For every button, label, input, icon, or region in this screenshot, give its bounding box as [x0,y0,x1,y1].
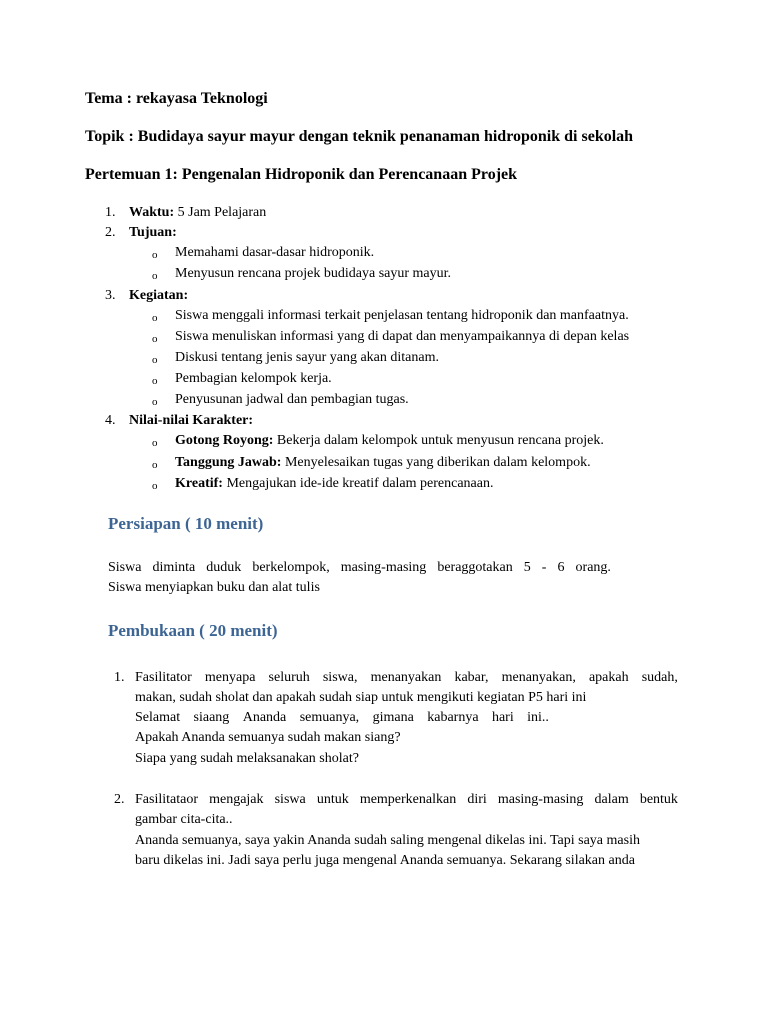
word: semuanya, [299,710,360,725]
word: menanyakan [370,670,442,685]
list-number: 1. [105,205,116,220]
subitem-label: Gotong Royong: [175,433,274,448]
pembukaan-p2-line-1 [135,792,678,808]
word: siswa [274,792,306,807]
persiapan-line-2: Siswa menyiapkan buku dan alat tulis [108,580,320,595]
word: masing-masing [497,792,584,807]
word: - [541,560,547,575]
list-item-label: Nilai-nilai Karakter: [129,413,254,428]
list-item-label: Waktu: [129,205,175,220]
word: seluruh [268,670,310,685]
tema-line: Tema : rekayasa Teknologi [85,90,268,107]
list-number: 1. [114,670,125,685]
word: kabar, [454,670,489,685]
word: diri [467,792,487,807]
list-number: 2. [114,792,125,807]
list-subitem: Menyusun rencana projek budidaya sayur mayur. [175,266,452,281]
bullet-icon: o [152,375,158,387]
bullet-icon: o [152,333,158,345]
bullet-icon: o [152,437,158,449]
bullet-icon: o [152,312,158,324]
list-item-label: Tujuan: [129,225,177,240]
section-heading-pembukaan: Pembukaan ( 20 menit) [108,621,278,640]
pembukaan-p1-line-1 [135,670,678,686]
list-subitem: Siswa menggali informasi terkait penjelasan tentang hidroponik dan manfaatnya. [175,308,629,323]
word: Selamat [135,710,181,725]
list-number: 2. [105,225,116,240]
pembukaan-p2-line-3: Ananda semuanya, saya yakin Ananda sudah saling mengenal dikelas ini. Tapi saya masih [135,833,640,848]
word: mengajak [209,792,264,807]
pembukaan-p2-line-2: gambar cita-cita.. [135,812,233,827]
bullet-icon: o [152,249,158,261]
subitem-label: Tanggung Jawab: [175,455,282,470]
subitem-text: Mengajukan ide-ide kreatif dalam perencanaan. [222,476,494,491]
list-subitem [175,476,494,492]
word: bentuk [639,792,678,807]
word: Fasilitataor [135,792,198,807]
list-item-label: Kegiatan: [129,288,189,303]
word: gimana [372,710,414,725]
word: siaang [193,710,230,725]
topik-line: Topik : Budidaya sayur mayur dengan teknik penanaman hidroponik di sekolah [85,128,634,145]
bullet-icon: o [152,354,158,366]
word: dalam [594,792,629,807]
bullet-icon: o [152,270,158,282]
word: sudah, [641,670,678,685]
word: Fasilitator [135,670,192,685]
word: 5 [523,560,531,575]
word: Ananda [242,710,287,725]
bullet-icon: o [152,480,158,492]
bullet-icon: o [152,459,158,471]
subitem-text: Bekerja dalam kelompok untuk menyusun rencana projek. [273,433,604,448]
word: siswa, [322,670,358,685]
list-subitem: Penyusunan jadwal dan pembagian tugas. [175,392,409,407]
persiapan-line-1 [108,560,611,576]
list-item-text: 5 Jam Pelajaran [174,205,267,220]
word: diminta [152,560,196,575]
word: hari [491,710,514,725]
list-subitem: Pembagian kelompok kerja. [175,371,332,386]
word: kabarnya [427,710,479,725]
list-subitem: Siswa menuliskan informasi yang di dapat dan menyampaikannya di depan kelas [175,329,630,344]
word: apakah [588,670,629,685]
pembukaan-p2-line-4: baru dikelas ini. Jadi saya perlu juga mengenal Ananda semuanya. Sekarang silakan anda [135,853,635,868]
word: orang. [575,560,611,575]
word: memperkenalkan [359,792,457,807]
pertemuan-line: Pertemuan 1: Pengenalan Hidroponik dan Perencanaan Projek [85,166,518,183]
word: menyapa [204,670,256,685]
list-number: 4. [105,413,116,428]
word: untuk [316,792,349,807]
word: 6 [557,560,565,575]
subitem-text: Menyelesaikan tugas yang diberikan dalam kelompok. [281,455,591,470]
word: duduk [206,560,242,575]
list-subitem: Diskusi tentang jenis sayur yang akan ditanam. [175,350,439,365]
word: masing-masing [340,560,427,575]
list-item-waktu [129,205,266,221]
word: menanyakan, [501,670,576,685]
list-number: 3. [105,288,116,303]
pembukaan-p1-line-5: Siapa yang sudah melaksanakan sholat? [135,751,359,766]
pembukaan-p1-line-3 [135,710,549,726]
list-subitem: Memahami dasar-dasar hidroponik. [175,245,375,260]
subitem-label: Kreatif: [175,476,223,491]
section-heading-persiapan: Persiapan ( 10 menit) [108,514,264,533]
pembukaan-p1-line-2: makan, sudah sholat dan apakah sudah siap untuk mengikuti kegiatan P5 hari ini [135,690,587,705]
bullet-icon: o [152,396,158,408]
word: berkelompok, [252,560,330,575]
list-subitem [175,433,604,449]
pembukaan-p1-line-4: Apakah Ananda semuanya sudah makan siang? [135,730,401,745]
word: Siswa [108,560,142,575]
list-subitem [175,455,591,471]
word: beraggotakan [437,560,513,575]
word: ini.. [527,710,549,725]
